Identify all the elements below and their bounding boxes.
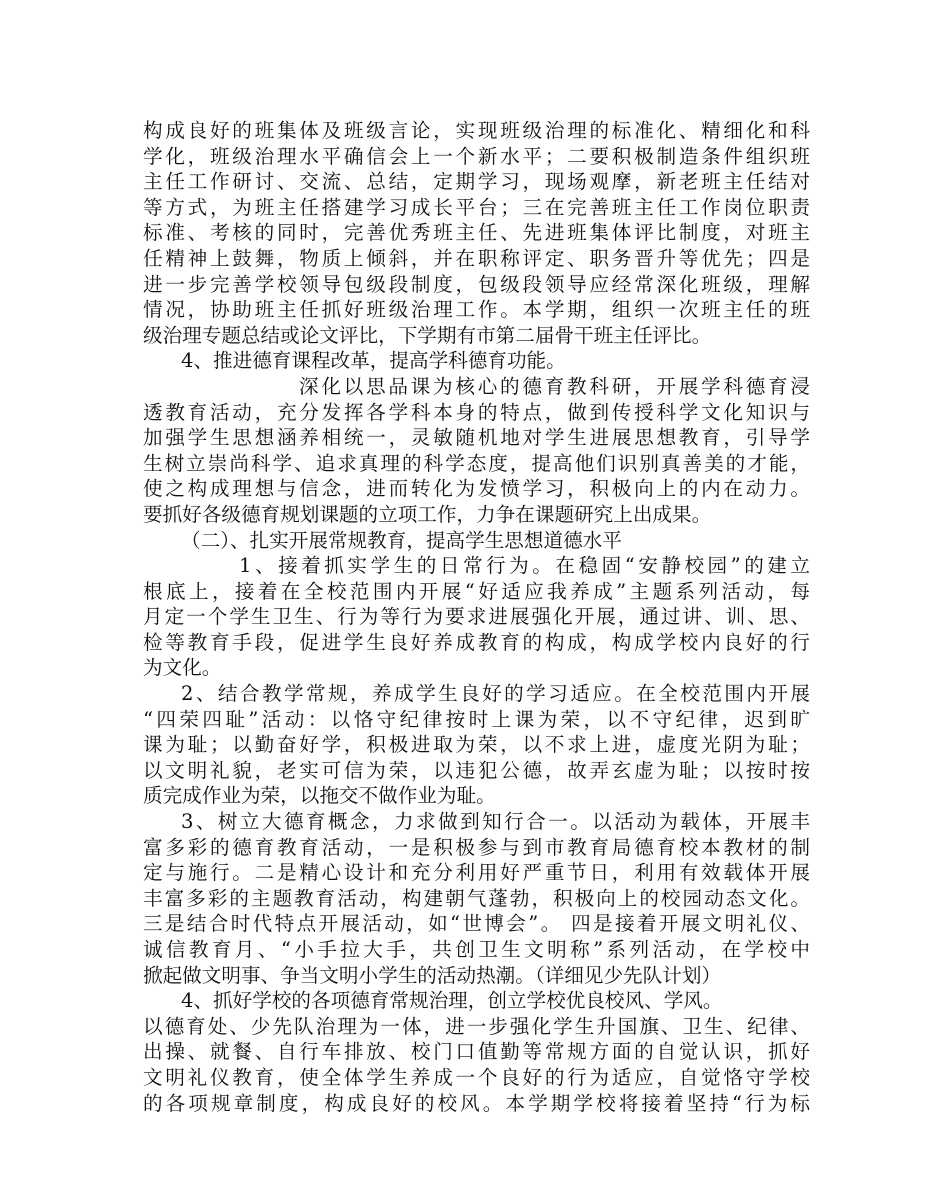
text-line: 出操、就餐、自行车排放、校门口值勤等常规方面的自觉认识，抓好 <box>143 1040 810 1064</box>
text-line: 富多彩的德育教育活动，一是积极参与到市教育局德育校本教材的制 <box>143 835 810 859</box>
text-line: 生树立崇尚科学、追求真理的科学态度，提高他们识别真善美的才能， <box>143 451 810 475</box>
text-line: 三是结合时代特点开展活动，如“世博会”。 四是接着开展文明礼仪、 <box>143 912 810 936</box>
text-line: 学化，班级治理水平确信会上一个新水平；二要积极制造条件组织班 <box>143 144 810 168</box>
text-line: 检等教育手段，促进学生良好养成教育的构成，构成学校内良好的行 <box>143 630 810 654</box>
document-page <box>143 118 810 1116</box>
text-line: 4、抓好学校的各项德育常规治理，创立学校优良校风、学风。 <box>181 989 723 1013</box>
text-line: 构成良好的班集体及班级言论，实现班级治理的标准化、精细化和科 <box>143 119 810 142</box>
text-line: 级治理专题总结或论文评比，下学期有市第二届骨干班主任评比。 <box>143 323 712 347</box>
text-line: 要抓好各级德育规划课题的立项工作，力争在课题研究上出成果。 <box>143 502 712 526</box>
text-line: 透教育活动，充分发挥各学科本身的特点，做到传授科学文化知识与 <box>143 400 810 424</box>
text-line: 诚信教育月、“小手拉大手，共创卫生文明称”系列活动，在学校中 <box>143 938 810 961</box>
text-line: （二）、扎实开展常规教育，提高学生思想道德水平 <box>181 528 622 552</box>
text-line: 为文化。 <box>143 656 222 680</box>
text-line: 丰富多彩的主题教育活动，构建朝气蓬勃，积极向上的校园动态文化。 <box>143 886 810 910</box>
text-line: 标准、考核的同时，完善优秀班主任、先进班集体评比制度，对班主 <box>143 221 810 245</box>
text-line: 掀起做文明事、争当文明小学生的活动热潮。（详细见少先队计划） <box>143 963 722 987</box>
text-line: 的各项规章制度，构成良好的校风。本学期学校将接着坚持“行为标 <box>143 1091 810 1115</box>
text-line: 1、接着抓实学生的日常行为。在稳固“安静校园”的建立 <box>239 554 810 578</box>
text-line: 根底上，接着在全校范围内开展“好适应我养成”主题系列活动，每 <box>143 579 810 603</box>
text-line: 使之构成理想与信念，进而转化为发愤学习，积极向上的内在动力。 <box>143 477 810 501</box>
text-line: 2、结合教学常规，养成学生良好的学习适应。在全校范围内开展 <box>181 682 810 706</box>
text-line: 主任工作研讨、交流、总结，定期学习，现场观摩，新老班主任结对 <box>143 170 810 194</box>
text-line: 文明礼仪教育，使全体学生养成一个良好的行为适应，自觉恪守学校 <box>143 1065 810 1089</box>
text-line: 课为耻；以勤奋好学，积极进取为荣，以不求上进，虚度光阴为耻； <box>143 733 810 757</box>
text-line: 进一步完善学校领导包级段制度，包级段领导应经常深化班级，理解 <box>143 272 810 296</box>
text-line: 以德育处、少先队治理为一体，进一步强化学生升国旗、卫生、纪律、 <box>143 1014 810 1038</box>
text-line: 情况，协助班主任抓好班级治理工作。本学期，组织一次班主任的班 <box>143 298 810 322</box>
text-line: 等方式，为班主任搭建学习成长平台；三在完善班主任工作岗位职责 <box>143 195 810 219</box>
text-line: 质完成作业为荣，以拖交不做作业为耻。 <box>143 784 496 808</box>
text-line: 3、树立大德育概念，力求做到知行合一。以活动为载体，开展丰 <box>181 810 810 834</box>
text-line: 深化以思品课为核心的德育教科研，开展学科德育浸 <box>299 374 810 398</box>
text-line: 定与施行。二是精心设计和充分利用好严重节日，利用有效载体开展 <box>143 861 810 885</box>
text-line: 4、推进德育课程改革，提高学科德育功能。 <box>181 349 566 373</box>
text-line: “四荣四耻”活动：以恪守纪律按时上课为荣，以不守纪律，迟到旷 <box>143 707 810 731</box>
text-line: 月定一个学生卫生、行为等行为要求进展强化开展，通过讲、训、思、 <box>143 605 810 629</box>
text-line: 任精神上鼓舞，物质上倾斜，并在职称评定、职务晋升等优先；四是 <box>143 246 810 270</box>
text-line: 以文明礼貌，老实可信为荣，以违犯公德，故弄玄虚为耻；以按时按 <box>143 758 810 782</box>
text-line: 加强学生思想涵养相统一，灵敏随机地对学生进展思想教育，引导学 <box>143 426 810 450</box>
